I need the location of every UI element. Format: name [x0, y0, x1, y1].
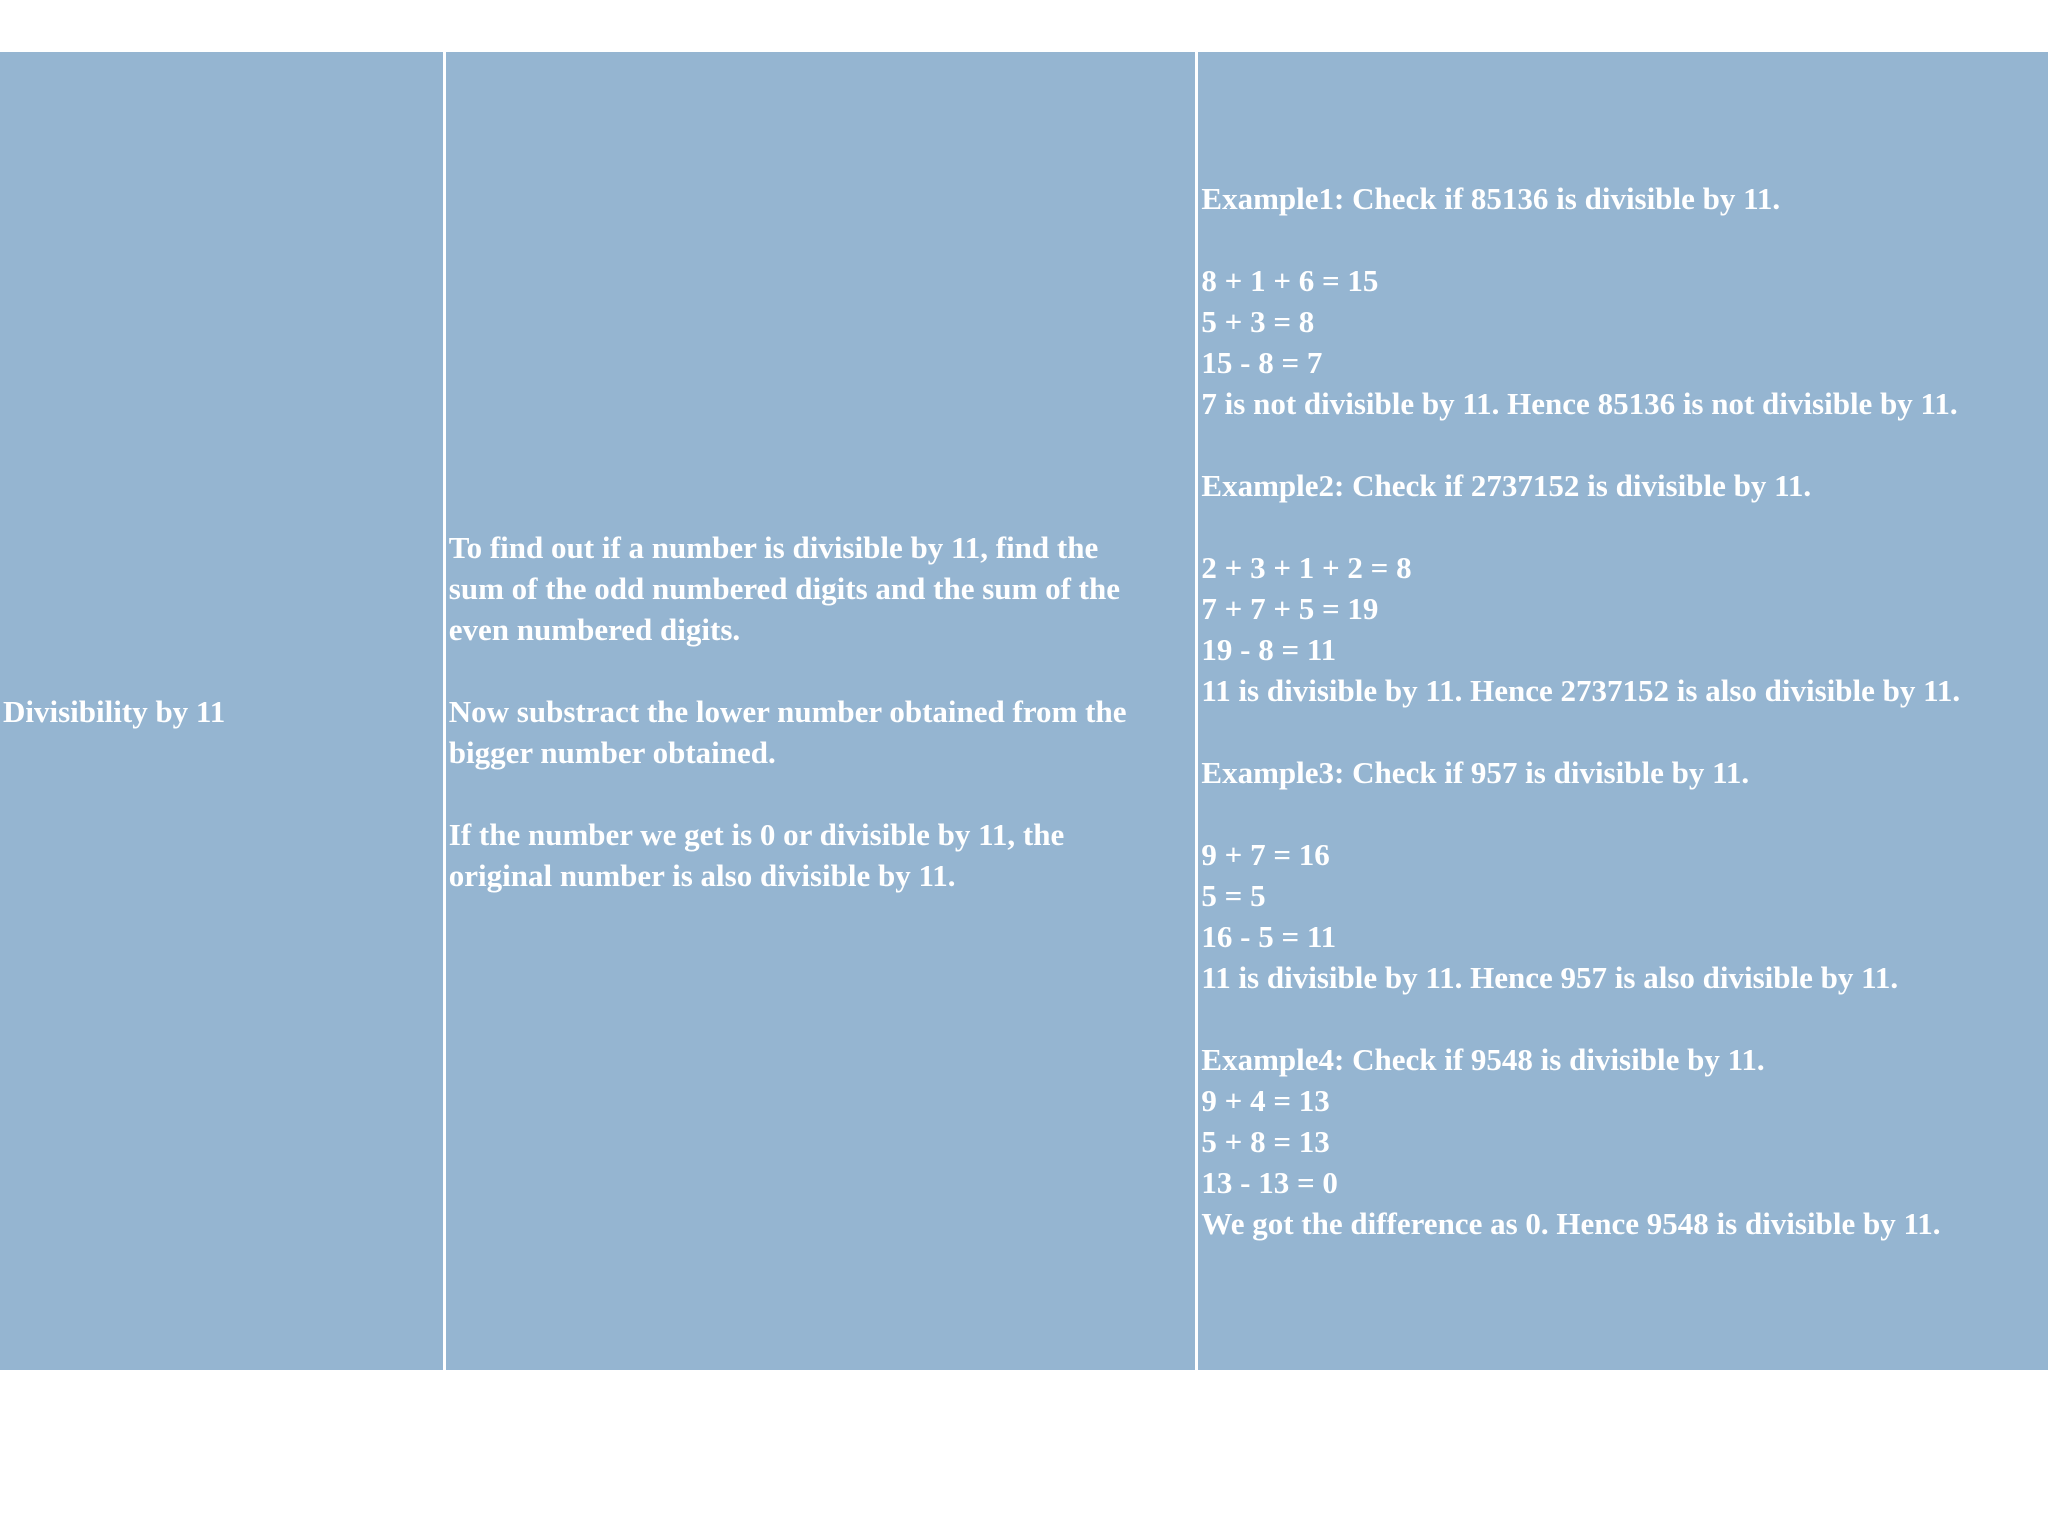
text-line: 5 + 3 = 8	[1201, 304, 1315, 339]
rule-text	[449, 527, 1127, 896]
examples-text	[1201, 178, 1960, 1244]
text-line: 7 is not divisible by 11. Hence 85136 is not divisible by 11.	[1201, 386, 1958, 421]
text-line: 11 is divisible by 11. Hence 957 is also divisible by 11.	[1201, 960, 1899, 995]
rule-cell	[446, 52, 1196, 1370]
paragraph-gap	[449, 773, 1127, 814]
text-line: 11 is divisible by 11. Hence 2737152 is also divisible by 11.	[1201, 673, 1961, 708]
paragraph-gap	[449, 650, 1127, 691]
text-line: bigger number obtained.	[448, 734, 776, 770]
text-line: 13 - 13 = 0	[1201, 1165, 1338, 1200]
text-line: 15 - 8 = 7	[1201, 345, 1323, 380]
text-line: 5 + 8 = 13	[1201, 1124, 1330, 1159]
text-line: If the number we get is 0 or divisible by 11, the	[448, 816, 1065, 852]
text-line: 9 + 7 = 16	[1201, 837, 1330, 872]
topic-title: Divisibility by 11	[3, 693, 226, 729]
text-line: 16 - 5 = 11	[1201, 919, 1337, 954]
examples-cell	[1198, 52, 2048, 1370]
text-line: To find out if a number is divisible by 11, find the	[448, 529, 1099, 565]
text-line: 5 = 5	[1201, 878, 1266, 913]
text-line: sum of the odd numbered digits and the sum of the	[448, 570, 1120, 606]
topic-cell	[0, 52, 443, 1370]
paragraph-gap	[1201, 219, 1960, 260]
text-line: 8 + 1 + 6 = 15	[1201, 263, 1379, 298]
text-line: even numbered digits.	[448, 611, 741, 647]
text-line: 19 - 8 = 11	[1201, 632, 1337, 667]
text-line: Example1: Check if 85136 is divisible by 11.	[1201, 181, 1781, 216]
text-line: 9 + 4 = 13	[1201, 1083, 1330, 1118]
text-line: Example2: Check if 2737152 is divisible by 11.	[1201, 468, 1812, 503]
text-line: Example3: Check if 957 is divisible by 11.	[1201, 755, 1750, 790]
paragraph-gap	[1201, 506, 1960, 547]
text-line: 7 + 7 + 5 = 19	[1201, 591, 1379, 626]
paragraph-gap	[1201, 424, 1960, 465]
paragraph-gap	[1201, 793, 1960, 834]
text-line: original number is also divisible by 11.	[448, 857, 956, 893]
paragraph-gap	[1201, 998, 1960, 1039]
paragraph-gap	[1201, 711, 1960, 752]
text-line: Example4: Check if 9548 is divisible by 11.	[1201, 1042, 1765, 1077]
text-line: 2 + 3 + 1 + 2 = 8	[1201, 550, 1412, 585]
text-line: We got the difference as 0. Hence 9548 is divisible by 11.	[1201, 1206, 1941, 1241]
text-line: Now substract the lower number obtained from the	[448, 693, 1127, 729]
divisibility-table	[0, 52, 2048, 1370]
